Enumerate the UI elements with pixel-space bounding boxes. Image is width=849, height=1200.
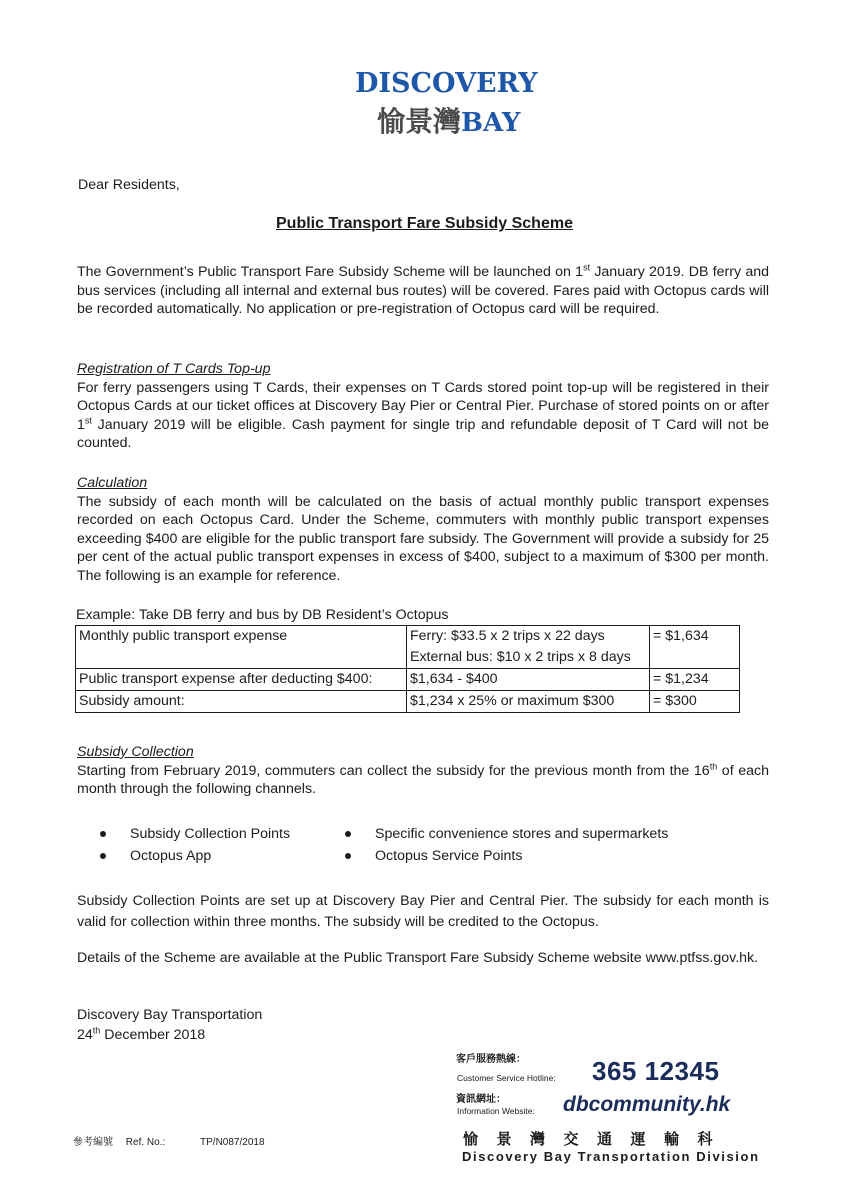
example-caption: Example: Take DB ferry and bus by DB Resident’s Octopus	[76, 607, 449, 623]
fare-example-table	[75, 625, 740, 713]
row-result: = $1,234	[650, 669, 740, 691]
discovery-bay-logo	[355, 68, 538, 140]
row-calculation	[407, 626, 650, 669]
collection-text-1: Starting from February 2019, commuters can collect the subsidy for the previous month from the 16	[77, 762, 710, 779]
logo-brand-chinese	[377, 100, 520, 140]
collection-heading: Subsidy Collection	[77, 744, 194, 760]
row-label: Monthly public transport expense	[76, 626, 407, 669]
signature-org: Discovery Bay Transportation	[77, 1007, 263, 1023]
collection-section	[77, 743, 769, 799]
division-name-zh: 愉景灣交通運輸科	[463, 1131, 732, 1148]
intro-text-1: The Government’s Public Transport Fare Subsidy Scheme will be launched on 1	[77, 264, 584, 280]
collection-sup: th	[709, 760, 718, 771]
collection-text-2: of each month through the following channels.	[77, 762, 769, 797]
signature-date	[77, 1025, 262, 1045]
signature-block	[77, 1005, 262, 1045]
channel-label: Octopus Service Points	[375, 848, 523, 864]
date-day: 24	[77, 1027, 93, 1043]
hotline-label-zh: 客戶服務熱線：	[456, 1054, 526, 1065]
row-result: = $1,634	[650, 626, 740, 669]
registration-section	[77, 360, 769, 453]
logo-brand-bay-text: BAY	[461, 108, 521, 138]
table-row	[76, 691, 740, 713]
logo-brand-english: DISCOVERY	[355, 68, 538, 99]
row-label: Subsidy amount:	[76, 691, 407, 713]
ref-label-en: Ref. No.:	[125, 1137, 166, 1148]
calculation-body: The subsidy of each month will be calculated on the basis of actual monthly public transport expenses recorded on each Octopus Card. Under the Scheme, commuters with monthly public transport expenses exceeding $400 are eligible for the public transport fare subsidy. The Government will provide a subsidy for 25 per cent of the actual public transport expenses in excess of $400, subject to a maximum of $300 per month. The following is an example for reference.	[77, 493, 769, 584]
channel-label: Subsidy Collection Points	[130, 826, 291, 842]
bullet-icon	[100, 831, 106, 837]
calc-ferry: Ferry: $33.5 x 2 trips x 22 days	[410, 628, 605, 644]
details-paragraph: Details of the Scheme are available at the Public Transport Fare Subsidy Scheme website www.ptfss.gov.hk.	[77, 950, 759, 966]
registration-heading: Registration of T Cards Top-up	[77, 361, 271, 377]
intro-paragraph	[77, 263, 769, 319]
calculation-heading: Calculation	[77, 475, 148, 491]
calculation-section	[77, 474, 769, 585]
row-calculation: $1,634 - $400	[407, 669, 650, 691]
bullet-icon	[345, 853, 351, 859]
ref-label-zh: 參考編號	[73, 1137, 113, 1148]
channel-label: Specific convenience stores and supermarkets	[375, 826, 669, 842]
intro-text-2: January 2019. DB ferry and bus services (including all internal and external bus routes) will be covered. Fares paid with Octopus cards will be recorded automatically. No application or pre-registration of Octopus card will be required.	[77, 264, 769, 317]
row-label: Public transport expense after deducting $400:	[76, 669, 407, 691]
bullet-icon	[345, 831, 351, 837]
ref-value: TP/N087/2018	[200, 1137, 265, 1148]
letter-title: Public Transport Fare Subsidy Scheme	[276, 215, 573, 232]
registration-text-2: January 2019 will be eligible. Cash payment for single trip and refundable deposit of T Card will not be counted.	[77, 416, 769, 451]
bullet-icon	[100, 853, 106, 859]
hotline-label-en: Customer Service Hotline:	[457, 1073, 556, 1083]
calc-bus: External bus: $10 x 2 trips x 8 days	[410, 649, 631, 665]
row-result: = $300	[650, 691, 740, 713]
greeting: Dear Residents,	[78, 177, 180, 193]
website-label-en: Information Website:	[457, 1106, 535, 1116]
table-row	[76, 626, 740, 669]
table-row	[76, 669, 740, 691]
registration-sup: st	[84, 414, 92, 425]
website-link[interactable]: dbcommunity.hk	[563, 1093, 731, 1116]
date-sup: th	[92, 1025, 101, 1036]
channel-label: Octopus App	[130, 848, 212, 864]
hotline-number: 365 12345	[592, 1056, 720, 1086]
row-calculation: $1,234 x 25% or maximum $300	[407, 691, 650, 713]
intro-sup: st	[583, 262, 591, 273]
division-name-en: Discovery Bay Transportation Division	[462, 1149, 760, 1164]
logo-brand-zh-text: 愉景灣	[377, 106, 462, 137]
date-rest: December 2018	[100, 1027, 206, 1043]
collection-points-paragraph: Subsidy Collection Points are set up at Discovery Bay Pier and Central Pier. The subsidy for each month is valid for collection within three months. The subsidy will be credited to the Octopus.	[77, 893, 769, 930]
reference-number	[73, 1133, 265, 1148]
registration-text-1: For ferry passengers using T Cards, their expenses on T Cards stored point top-up will be registered in their Octopus Cards at our ticket offices at Discovery Bay Pier or Central Pier. Purchase of stored points on or after 1	[77, 379, 769, 433]
website-label-zh: 資訊網址：	[456, 1094, 506, 1105]
